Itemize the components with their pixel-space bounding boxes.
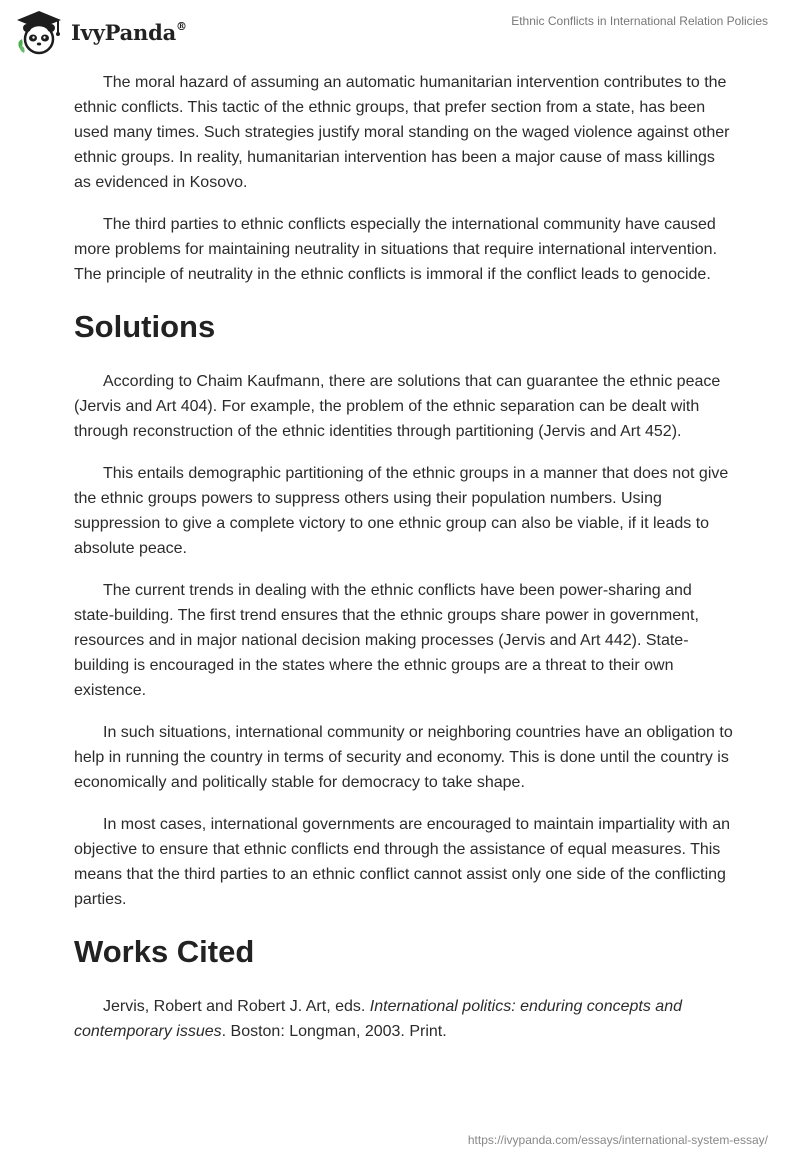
ivypanda-logo[interactable]: [14, 8, 187, 56]
citation-publication: . Boston: Longman, 2003. Print.: [221, 1023, 447, 1040]
citation-title: International politics: enduring concepts and contemporary issues: [74, 998, 682, 1040]
paragraph: In most cases, international governments are encouraged to maintain impartiality with an objective to ensure that ethnic conflicts end through the assistance of equal measures. This means that the third parties to an ethnic conflict cannot assist only one side of the conflicting parties.: [74, 816, 730, 908]
paragraph: The third parties to ethnic conflicts especially the international community have caused more problems for maintaining neutrality in situations that require international intervention. The principle of neutrality in the ethnic conflicts is immoral if the conflict leads to genocide.: [74, 216, 718, 283]
paragraph: This entails demographic partitioning of the ethnic groups in a manner that does not give the ethnic groups powers to suppress others using their population numbers. Using suppression to give a complete victory to one ethnic group can also be viable, if it leads to absolute peace.: [74, 465, 729, 557]
document-title: Ethnic Conflicts in International Relation Policies: [511, 14, 768, 28]
section-heading-works-cited: Works Cited: [74, 934, 255, 969]
page-header: [0, 0, 800, 60]
section-heading-solutions: Solutions: [74, 309, 216, 344]
citation-entry: [74, 994, 734, 1044]
essay-content: [74, 70, 734, 1061]
source-url-link[interactable]: https://ivypanda.com/essays/international-system-essay/: [467, 1133, 768, 1147]
paragraph: The moral hazard of assuming an automatic humanitarian intervention contributes to the ethnic conflicts. This tactic of the ethnic groups, that prefer section from a state, has been used many times. Such strategies justify moral standing on the waged violence against other ethnic groups. In reality, humanitarian intervention has been a major cause of mass killings as evidenced in Kosovo.: [74, 74, 730, 191]
paragraph: The current trends in dealing with the ethnic conflicts have been power-sharing and state-building. The first trend ensures that the ethnic groups share power in government, resources and in major national decision making processes (Jervis and Art 442). State-building is encouraged in the states where the ethnic groups are a threat to their own existence.: [74, 582, 699, 699]
paragraph: In such situations, international community or neighboring countries have an obligation to help in running the country in terms of security and economy. This is done until the country is economically and politically stable for democracy to take shape.: [74, 724, 733, 791]
panda-graduate-icon: [14, 9, 64, 55]
citation-authors: Jervis, Robert and Robert J. Art, eds.: [103, 998, 370, 1015]
brand-name: IvyPanda®: [71, 19, 187, 45]
paragraph: According to Chaim Kaufmann, there are solutions that can guarantee the ethnic peace (Jervis and Art 404). For example, the problem of the ethnic separation can be dealt with through reconstruction of the ethnic identities through partitioning (Jervis and Art 452).: [74, 373, 721, 440]
